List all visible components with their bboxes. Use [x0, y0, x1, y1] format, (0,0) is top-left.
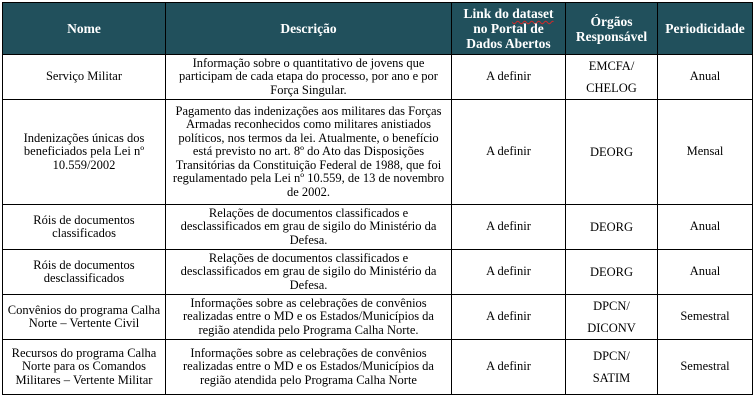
table-row	[3, 340, 753, 395]
orgao-line: CHELOG	[586, 81, 637, 95]
cell-orgao	[566, 295, 658, 340]
orgao-line: EMCFA/	[588, 59, 635, 73]
cell-descricao: Informação sobre o quantitativo de jovens que participam de cada etapa do processo, por ano e por Força Singular.	[166, 55, 452, 100]
header-nome: Nome	[3, 3, 166, 55]
header-link-dataset: dataset	[512, 6, 554, 21]
table-row	[3, 250, 753, 295]
table-row	[3, 295, 753, 340]
orgao-line: DPCN/	[593, 349, 630, 363]
cell-orgao	[566, 55, 658, 100]
cell-nome: Róis de documentos classificados	[3, 205, 166, 250]
header-periodicidade: Periodicidade	[658, 3, 753, 55]
orgao-line: SATIM	[592, 371, 631, 385]
header-link-prefix: Link do	[463, 6, 513, 21]
cell-link: A definir	[452, 295, 566, 340]
cell-link: A definir	[452, 340, 566, 395]
table-row	[3, 55, 753, 100]
table-row	[3, 100, 753, 205]
cell-nome: Indenizações únicas dos beneficiados pela Lei nº 10.559/2002	[3, 100, 166, 205]
cell-periodicidade: Anual	[658, 250, 753, 295]
cell-orgao	[566, 340, 658, 395]
orgao-line: DPCN/	[593, 299, 630, 313]
cell-nome: Recursos do programa Calha Norte para os Comandos Militares – Vertente Militar	[3, 340, 166, 395]
cell-nome: Serviço Militar	[3, 55, 166, 100]
header-orgaos: Órgãos Responsável	[566, 3, 658, 55]
table-row	[3, 205, 753, 250]
header-row	[3, 3, 753, 55]
orgao-line: DICONV	[587, 321, 636, 335]
cell-periodicidade: Mensal	[658, 100, 753, 205]
cell-link: A definir	[452, 100, 566, 205]
orgao-line: DEORG	[589, 220, 634, 234]
header-link	[452, 3, 566, 55]
header-link-rest: no Portal de Dados Abertos	[466, 21, 551, 51]
header-descricao: Descrição	[166, 3, 452, 55]
cell-nome: Róis de documentos desclassificados	[3, 250, 166, 295]
cell-orgao	[566, 205, 658, 250]
cell-descricao: Pagamento das indenizações aos militares das Forças Armadas reconhecidos como militares anistiados políticos, nos termos da lei. Atualmente, o benefício está previsto no art. 8º do Ato das Disposições Transitórias da Constituição Federal de 1988, que foi regulamentado pela Lei nº 10.559, de 13 de novembro de 2002.	[166, 100, 452, 205]
cell-nome: Convênios do programa Calha Norte – Vertente Civil	[3, 295, 166, 340]
cell-descricao: Informações sobre as celebrações de convênios realizadas entre o MD e os Estados/Municípios da região atendida pelo Programa Calha Norte.	[166, 295, 452, 340]
cell-orgao	[566, 250, 658, 295]
cell-periodicidade: Anual	[658, 205, 753, 250]
cell-link: A definir	[452, 205, 566, 250]
open-data-table	[2, 2, 753, 395]
cell-periodicidade: Semestral	[658, 295, 753, 340]
cell-link: A definir	[452, 55, 566, 100]
cell-periodicidade: Anual	[658, 55, 753, 100]
orgao-line: DEORG	[589, 145, 634, 159]
cell-descricao: Informações sobre as celebrações de convênios realizadas entre o MD e os Estados/Municípios da região atendida pelo Programa Calha Norte	[166, 340, 452, 395]
cell-link: A definir	[452, 250, 566, 295]
cell-orgao	[566, 100, 658, 205]
cell-descricao: Relações de documentos classificados e desclassificados em grau de sigilo do Ministério da Defesa.	[166, 205, 452, 250]
cell-periodicidade: Semestral	[658, 340, 753, 395]
orgao-line: DEORG	[589, 265, 634, 279]
cell-descricao: Relações de documentos classificados e desclassificados em grau de sigilo do Ministério da Defesa.	[166, 250, 452, 295]
